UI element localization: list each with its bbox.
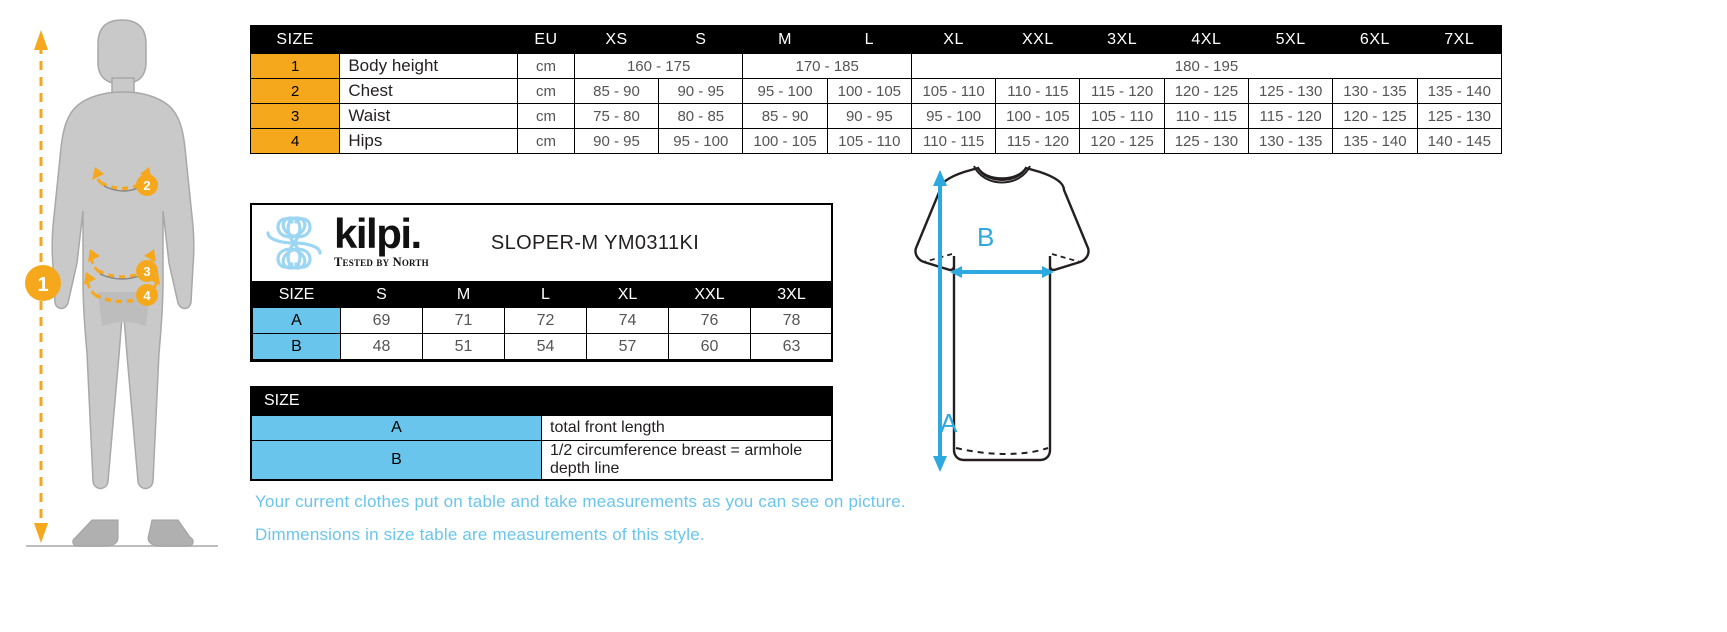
brand-name: kilpi. xyxy=(334,210,421,257)
product-header-m: M xyxy=(423,282,505,308)
row-cell: 115 - 120 xyxy=(1080,79,1164,104)
body-header-xxl: XXL xyxy=(996,26,1080,54)
product-measurements-table xyxy=(252,281,833,360)
table-row xyxy=(251,129,1502,154)
legend-table xyxy=(250,386,833,481)
table-row xyxy=(251,104,1502,129)
row-label: Waist xyxy=(340,104,518,129)
marker-3 xyxy=(136,260,158,282)
instruction-notes xyxy=(255,492,1155,558)
row-cell: 110 - 115 xyxy=(996,79,1080,104)
legend-row-key: A xyxy=(251,415,542,440)
note-line-1: Your current clothes put on table and take measurements as you can see on picture. xyxy=(255,492,906,511)
row-cell: 85 - 90 xyxy=(574,79,658,104)
body-silhouette xyxy=(52,20,194,489)
a-arrow-head-bottom xyxy=(933,456,947,472)
body-header-7xl: 7XL xyxy=(1417,26,1501,54)
height-arrow-head-top xyxy=(34,30,48,50)
table-row xyxy=(253,308,833,334)
row-number: 3 xyxy=(251,104,340,129)
row-unit: cm xyxy=(518,129,575,154)
legend-row-description: 1/2 circumference breast = armhole depth line xyxy=(542,440,833,480)
body-header-3xl: 3XL xyxy=(1080,26,1164,54)
mannequin-svg xyxy=(0,0,250,627)
table-row xyxy=(253,334,833,360)
body-header-4xl: 4XL xyxy=(1164,26,1248,54)
body-measurements-table xyxy=(250,25,1502,154)
row-cell: 105 - 110 xyxy=(827,129,911,154)
brand-row xyxy=(252,205,831,281)
kilpi-knot-logo-icon xyxy=(258,210,330,276)
row-unit: cm xyxy=(518,104,575,129)
row-label: Chest xyxy=(340,79,518,104)
row-unit: cm xyxy=(518,54,575,79)
legend-header-row xyxy=(251,387,832,415)
row-cell: 78 xyxy=(751,308,833,334)
tshirt-svg xyxy=(840,160,1170,500)
legend-header-size: SIZE xyxy=(251,387,832,415)
row-cell: 57 xyxy=(587,334,669,360)
row-cell: 120 - 125 xyxy=(1164,79,1248,104)
tshirt-label-a: A xyxy=(940,408,958,438)
legend-row-description: total front length xyxy=(542,415,833,440)
row-cell: 100 - 105 xyxy=(743,129,827,154)
row-cell: 125 - 130 xyxy=(1417,104,1501,129)
body-header-xs: XS xyxy=(574,26,658,54)
height-arrow-head-bottom xyxy=(34,523,48,543)
row-number: 4 xyxy=(251,129,340,154)
row-cell: 76 xyxy=(669,308,751,334)
row-cell: 130 - 135 xyxy=(1249,129,1333,154)
marker-3-label: 3 xyxy=(143,264,151,279)
body-header-5xl: 5XL xyxy=(1249,26,1333,54)
product-header-xxl: XXL xyxy=(669,282,751,308)
table-row xyxy=(251,54,1502,79)
row-cell: 74 xyxy=(587,308,669,334)
row-cell-group: 180 - 195 xyxy=(911,54,1501,79)
feet xyxy=(73,520,193,546)
product-row-key: B xyxy=(253,334,341,360)
legend-row-key: B xyxy=(251,440,542,480)
product-header-xl: XL xyxy=(587,282,669,308)
row-cell-group: 160 - 175 xyxy=(574,54,743,79)
row-cell: 95 - 100 xyxy=(743,79,827,104)
row-cell: 75 - 80 xyxy=(574,104,658,129)
body-header-s: S xyxy=(659,26,743,54)
body-measurement-diagram xyxy=(0,0,250,627)
body-header-eu: EU xyxy=(518,26,575,54)
tshirt-diagram xyxy=(840,160,1170,500)
brand-text xyxy=(334,210,429,270)
body-header-m: M xyxy=(743,26,827,54)
row-cell: 115 - 120 xyxy=(1249,104,1333,129)
row-cell: 48 xyxy=(341,334,423,360)
row-cell: 120 - 125 xyxy=(1080,129,1164,154)
product-size-block xyxy=(250,203,833,362)
row-cell: 105 - 110 xyxy=(911,79,995,104)
row-label: Hips xyxy=(340,129,518,154)
row-cell: 100 - 105 xyxy=(827,79,911,104)
row-cell: 135 - 140 xyxy=(1333,129,1417,154)
row-label: Body height xyxy=(340,54,518,79)
marker-2-label: 2 xyxy=(143,178,151,193)
product-header-3xl: 3XL xyxy=(751,282,833,308)
table-row xyxy=(251,440,832,480)
row-cell: 90 - 95 xyxy=(827,104,911,129)
body-header-l: L xyxy=(827,26,911,54)
row-cell: 115 - 120 xyxy=(996,129,1080,154)
product-header-l: L xyxy=(505,282,587,308)
body-header-blank xyxy=(340,26,518,54)
body-header-xl: XL xyxy=(911,26,995,54)
product-header-s: S xyxy=(341,282,423,308)
row-cell: 100 - 105 xyxy=(996,104,1080,129)
product-code: SLOPER-M YM0311KI xyxy=(490,231,700,254)
row-cell: 125 - 130 xyxy=(1164,129,1248,154)
row-cell: 130 - 135 xyxy=(1333,79,1417,104)
row-cell: 85 - 90 xyxy=(743,104,827,129)
row-cell: 110 - 115 xyxy=(1164,104,1248,129)
row-number: 1 xyxy=(251,54,340,79)
a-arrow-head-top xyxy=(933,170,947,186)
marker-4-label: 4 xyxy=(143,288,151,303)
row-cell: 51 xyxy=(423,334,505,360)
row-cell: 60 xyxy=(669,334,751,360)
body-table-header-row xyxy=(251,26,1502,54)
row-cell: 90 - 95 xyxy=(574,129,658,154)
row-cell: 72 xyxy=(505,308,587,334)
product-header-size: SIZE xyxy=(253,282,341,308)
row-cell: 105 - 110 xyxy=(1080,104,1164,129)
table-row xyxy=(251,415,832,440)
marker-4 xyxy=(136,284,158,306)
marker-1-label: 1 xyxy=(37,274,49,296)
row-cell: 63 xyxy=(751,334,833,360)
row-cell-group: 170 - 185 xyxy=(743,54,912,79)
row-cell: 125 - 130 xyxy=(1249,79,1333,104)
tshirt-label-b: B xyxy=(977,222,995,252)
row-cell: 54 xyxy=(505,334,587,360)
brand-tagline: Tested by North xyxy=(334,255,429,269)
marker-2 xyxy=(136,174,158,196)
row-cell: 95 - 100 xyxy=(659,129,743,154)
table-row xyxy=(251,79,1502,104)
note-line-2: Dimmensions in size table are measurements of this style. xyxy=(255,525,705,544)
row-unit: cm xyxy=(518,79,575,104)
row-cell: 120 - 125 xyxy=(1333,104,1417,129)
row-cell: 71 xyxy=(423,308,505,334)
row-number: 2 xyxy=(251,79,340,104)
body-header-6xl: 6XL xyxy=(1333,26,1417,54)
row-cell: 110 - 115 xyxy=(911,129,995,154)
row-cell: 135 - 140 xyxy=(1417,79,1501,104)
product-table-header-row xyxy=(253,282,833,308)
row-cell: 80 - 85 xyxy=(659,104,743,129)
row-cell: 95 - 100 xyxy=(911,104,995,129)
marker-1 xyxy=(25,265,61,301)
product-row-key: A xyxy=(253,308,341,334)
body-header-size: SIZE xyxy=(251,26,340,54)
row-cell: 69 xyxy=(341,308,423,334)
row-cell: 140 - 145 xyxy=(1417,129,1501,154)
row-cell: 90 - 95 xyxy=(659,79,743,104)
